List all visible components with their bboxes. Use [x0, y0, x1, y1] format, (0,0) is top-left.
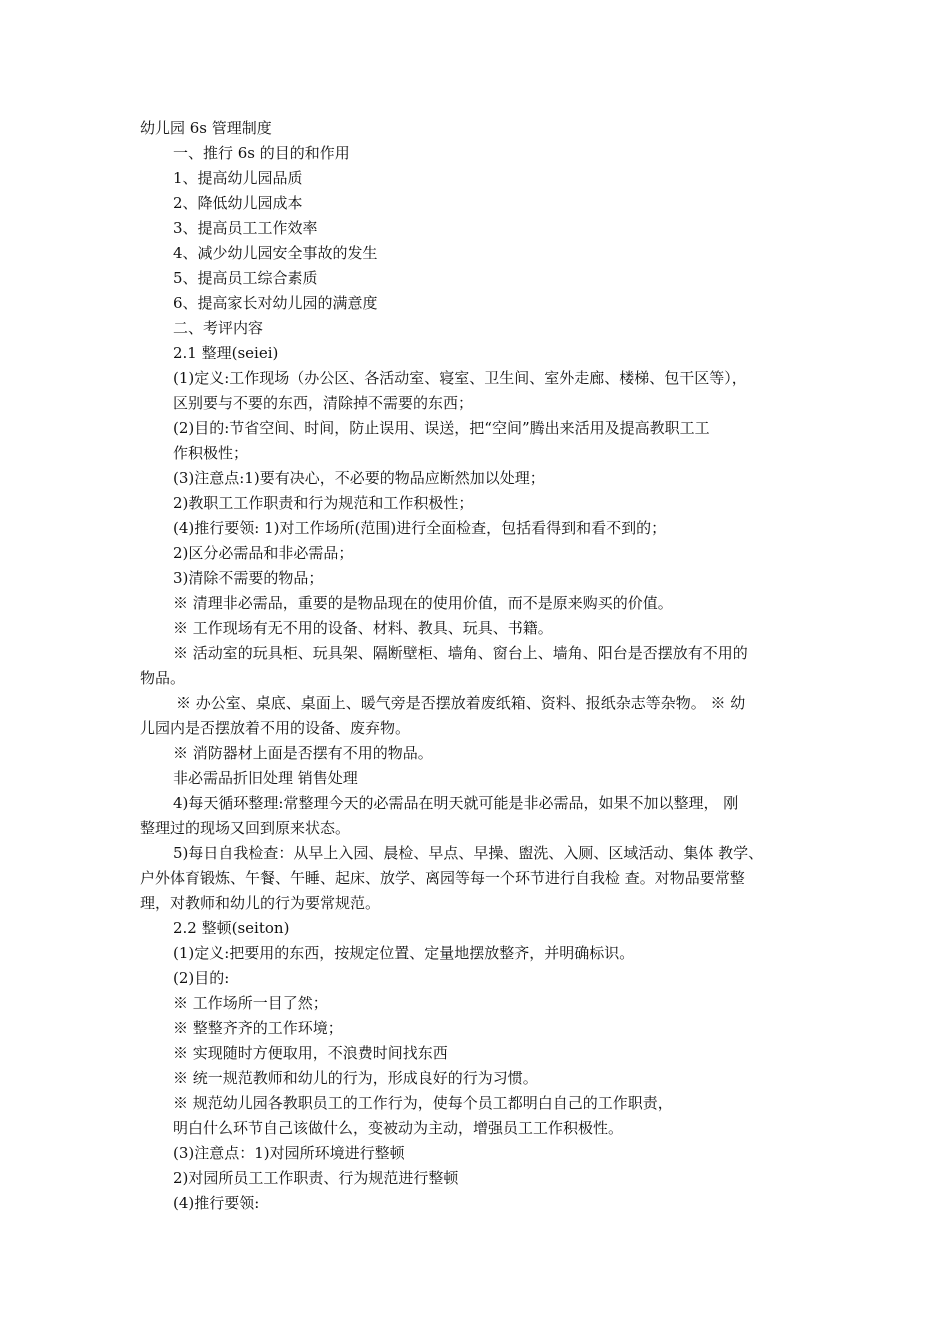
bullet-item-continuation: 儿园内是否摆放着不用的设备、废弃物。	[140, 719, 411, 737]
paragraph-line: 2)教职工工作职责和行为规范和工作积极性；	[173, 494, 474, 512]
paragraph-line: 2)对园所员工工作职责、行为规范进行整顿	[173, 1169, 459, 1187]
section-heading: 一、推行 6s 的目的和作用	[173, 144, 350, 162]
list-item: 4、减少幼儿园安全事故的发生	[173, 244, 378, 262]
paragraph-line: (2)目的:节省空间、时间，防止误用、误送，把“空间”腾出来活用及提高教职工工	[173, 419, 710, 437]
list-item: 6、提高家长对幼儿园的满意度	[173, 294, 378, 312]
paragraph-line: 4)每天循环整理:常整理今天的必需品在明天就可能是非必需品，如果不加以整理， 刚	[173, 794, 739, 812]
paragraph-line: 非必需品折旧处理 销售处理	[173, 769, 358, 787]
bullet-item: ※ 整整齐齐的工作环境；	[173, 1019, 343, 1037]
paragraph-line: (3)注意点:1)要有决心，不必要的物品应断然加以处理；	[173, 469, 545, 487]
paragraph-line: 2)区分必需品和非必需品；	[173, 544, 354, 562]
bullet-item: ※ 办公室、桌底、桌面上、暖气旁是否摆放着废纸箱、资料、报纸杂志等杂物。 ※ 幼	[176, 694, 746, 712]
paragraph-line: 3)清除不需要的物品；	[173, 569, 324, 587]
bullet-item: ※ 清理非必需品，重要的是物品现在的使用价值，而不是原来购买的价值。	[173, 594, 673, 612]
list-item: 5、提高员工综合素质	[173, 269, 318, 287]
paragraph-line: 区别要与不要的东西，清除掉不需要的东西；	[173, 394, 474, 412]
paragraph-line: 作积极性；	[173, 444, 249, 462]
list-item: 1、提高幼儿园品质	[173, 169, 303, 187]
paragraph-line: 整理过的现场又回到原来状态。	[140, 819, 351, 837]
bullet-item: ※ 工作场所一目了然；	[173, 994, 328, 1012]
paragraph-line: (3)注意点：1)对园所环境进行整顿	[173, 1144, 405, 1162]
bullet-item: ※ 统一规范教师和幼儿的行为，形成良好的行为习惯。	[173, 1069, 538, 1087]
paragraph-line: (1)定义:把要用的东西，按规定位置、定量地摆放整齐，并明确标识。	[173, 944, 635, 962]
section-heading: 二、考评内容	[173, 319, 264, 337]
bullet-item: ※ 活动室的玩具柜、玩具架、隔断壁柜、墙角、窗台上、墙角、阳台是否摆放有不用的	[173, 644, 748, 662]
paragraph-line: 5)每日自我检查：从早上入园、晨检、早点、早操、盥洗、入厕、区域活动、集体 教学、	[173, 844, 764, 862]
paragraph-line: 理，对教师和幼儿的行为要常规范。	[140, 894, 381, 912]
paragraph-line: 户外体育锻炼、午餐、午睡、起床、放学、离园等每一个环节进行自我检 查。对物品要常整	[140, 869, 745, 887]
bullet-item: ※ 实现随时方便取用，不浪费时间找东西	[173, 1044, 448, 1062]
list-item: 2、降低幼儿园成本	[173, 194, 303, 212]
paragraph-line: (4)推行要领:	[173, 1194, 260, 1212]
paragraph-line: (4)推行要领: 1)对工作场所(范围)进行全面检查，包括看得到和看不到的；	[173, 519, 667, 537]
bullet-item: ※ 消防器材上面是否摆有不用的物品。	[173, 744, 433, 762]
list-item: 3、提高员工工作效率	[173, 219, 318, 237]
bullet-item-continuation: 物品。	[140, 669, 186, 687]
subsection-heading: 2.2 整顿(seiton)	[173, 919, 290, 937]
subsection-heading: 2.1 整理(seiei)	[173, 344, 279, 362]
paragraph-line: (1)定义:工作现场（办公区、各活动室、寝室、卫生间、室外走廊、楼梯、包干区等），	[173, 369, 747, 387]
paragraph-line: 明白什么环节自己该做什么，变被动为主动，增强员工工作积极性。	[173, 1119, 624, 1137]
document-title: 幼儿园 6s 管理制度	[140, 119, 272, 137]
bullet-item: ※ 工作现场有无不用的设备、材料、教具、玩具、书籍。	[173, 619, 553, 637]
paragraph-line: (2)目的:	[173, 969, 230, 987]
bullet-item: ※ 规范幼儿园各教职员工的工作行为，使每个员工都明白自己的工作职责，	[173, 1094, 673, 1112]
